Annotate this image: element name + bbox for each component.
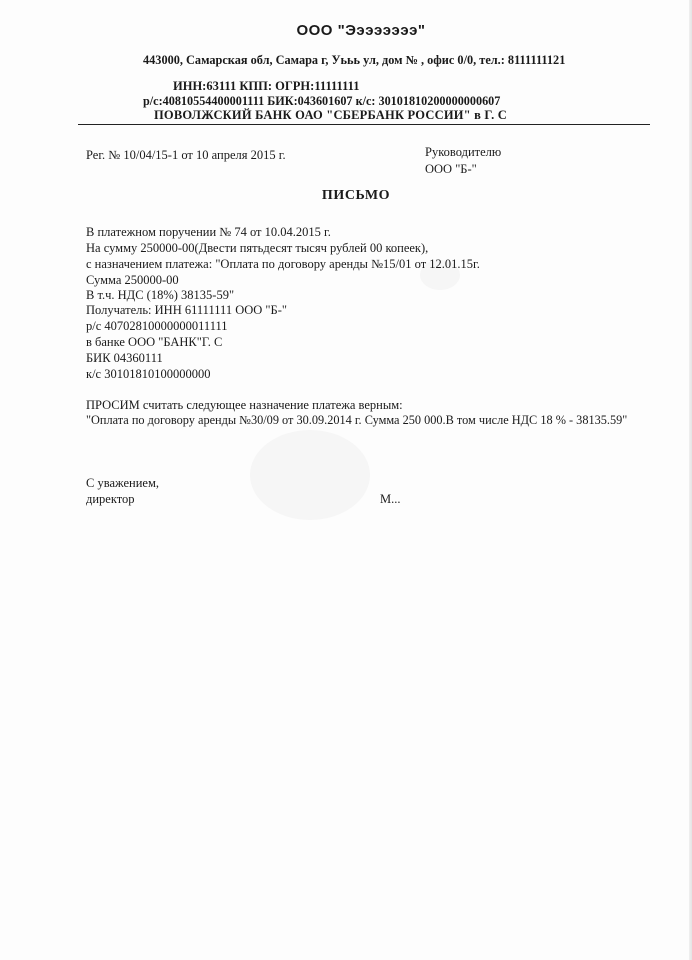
request-intro: ПРОСИМ считать следующее назначение платежа верным: (86, 398, 403, 412)
letter-title: ПИСЬМО (321, 188, 391, 203)
body-line: На сумму 250000-00(Двести пятьдесят тысяч рублей 00 копеек), (86, 241, 429, 255)
company-address: 443000, Самарская обл, Самара г, Уььь ул, дом № , офис 0/0, тел.: 8111111121 (143, 53, 566, 67)
company-bank: ПОВОЛЖСКИЙ БАНК ОАО "СБЕРБАНК РОССИИ" в Г. С (154, 108, 508, 122)
closing-regards: С уважением, (86, 476, 159, 490)
body-line: БИК 04360111 (86, 351, 163, 365)
scan-smudge (250, 430, 370, 520)
body-line: р/с 40702810000000011111 (86, 319, 228, 333)
registration-number: Рег. № 10/04/15-1 от 10 апреля 2015 г. (86, 148, 286, 162)
body-line: к/с 30101810100000000 (86, 367, 211, 381)
letterhead-divider (78, 124, 650, 125)
addressee-title: Руководителю (425, 145, 502, 159)
body-line: Сумма 250000-00 (86, 273, 179, 287)
body-line: в банке ООО "БАНК"Г. С (86, 335, 223, 349)
addressee-company: ООО "Б-" (425, 162, 477, 176)
body-line: В т.ч. НДС (18%) 38135-59" (86, 288, 235, 302)
company-inn: ИНН:63111 КПП: ОГРН:11111111 (173, 79, 360, 93)
body-line: В платежном поручении № 74 от 10.04.2015 г. (86, 225, 331, 239)
body-line: Получатель: ИНН 61111111 ООО "Б-" (86, 303, 287, 317)
signatory-position: директор (86, 492, 135, 506)
company-account: р/с:40810554400001111 БИК:043601607 к/с: 30101810200000000607 (143, 94, 501, 108)
company-name: ООО "Ээээээээ" (296, 22, 426, 39)
signatory-name: М... (380, 492, 401, 506)
body-line: с назначением платежа: "Оплата по договору аренды №15/01 от 12.01.15г. (86, 257, 480, 271)
request-purpose: "Оплата по договору аренды №30/09 от 30.09.2014 г. Сумма 250 000.В том числе НДС 18 % - 38135.59" (86, 413, 628, 427)
